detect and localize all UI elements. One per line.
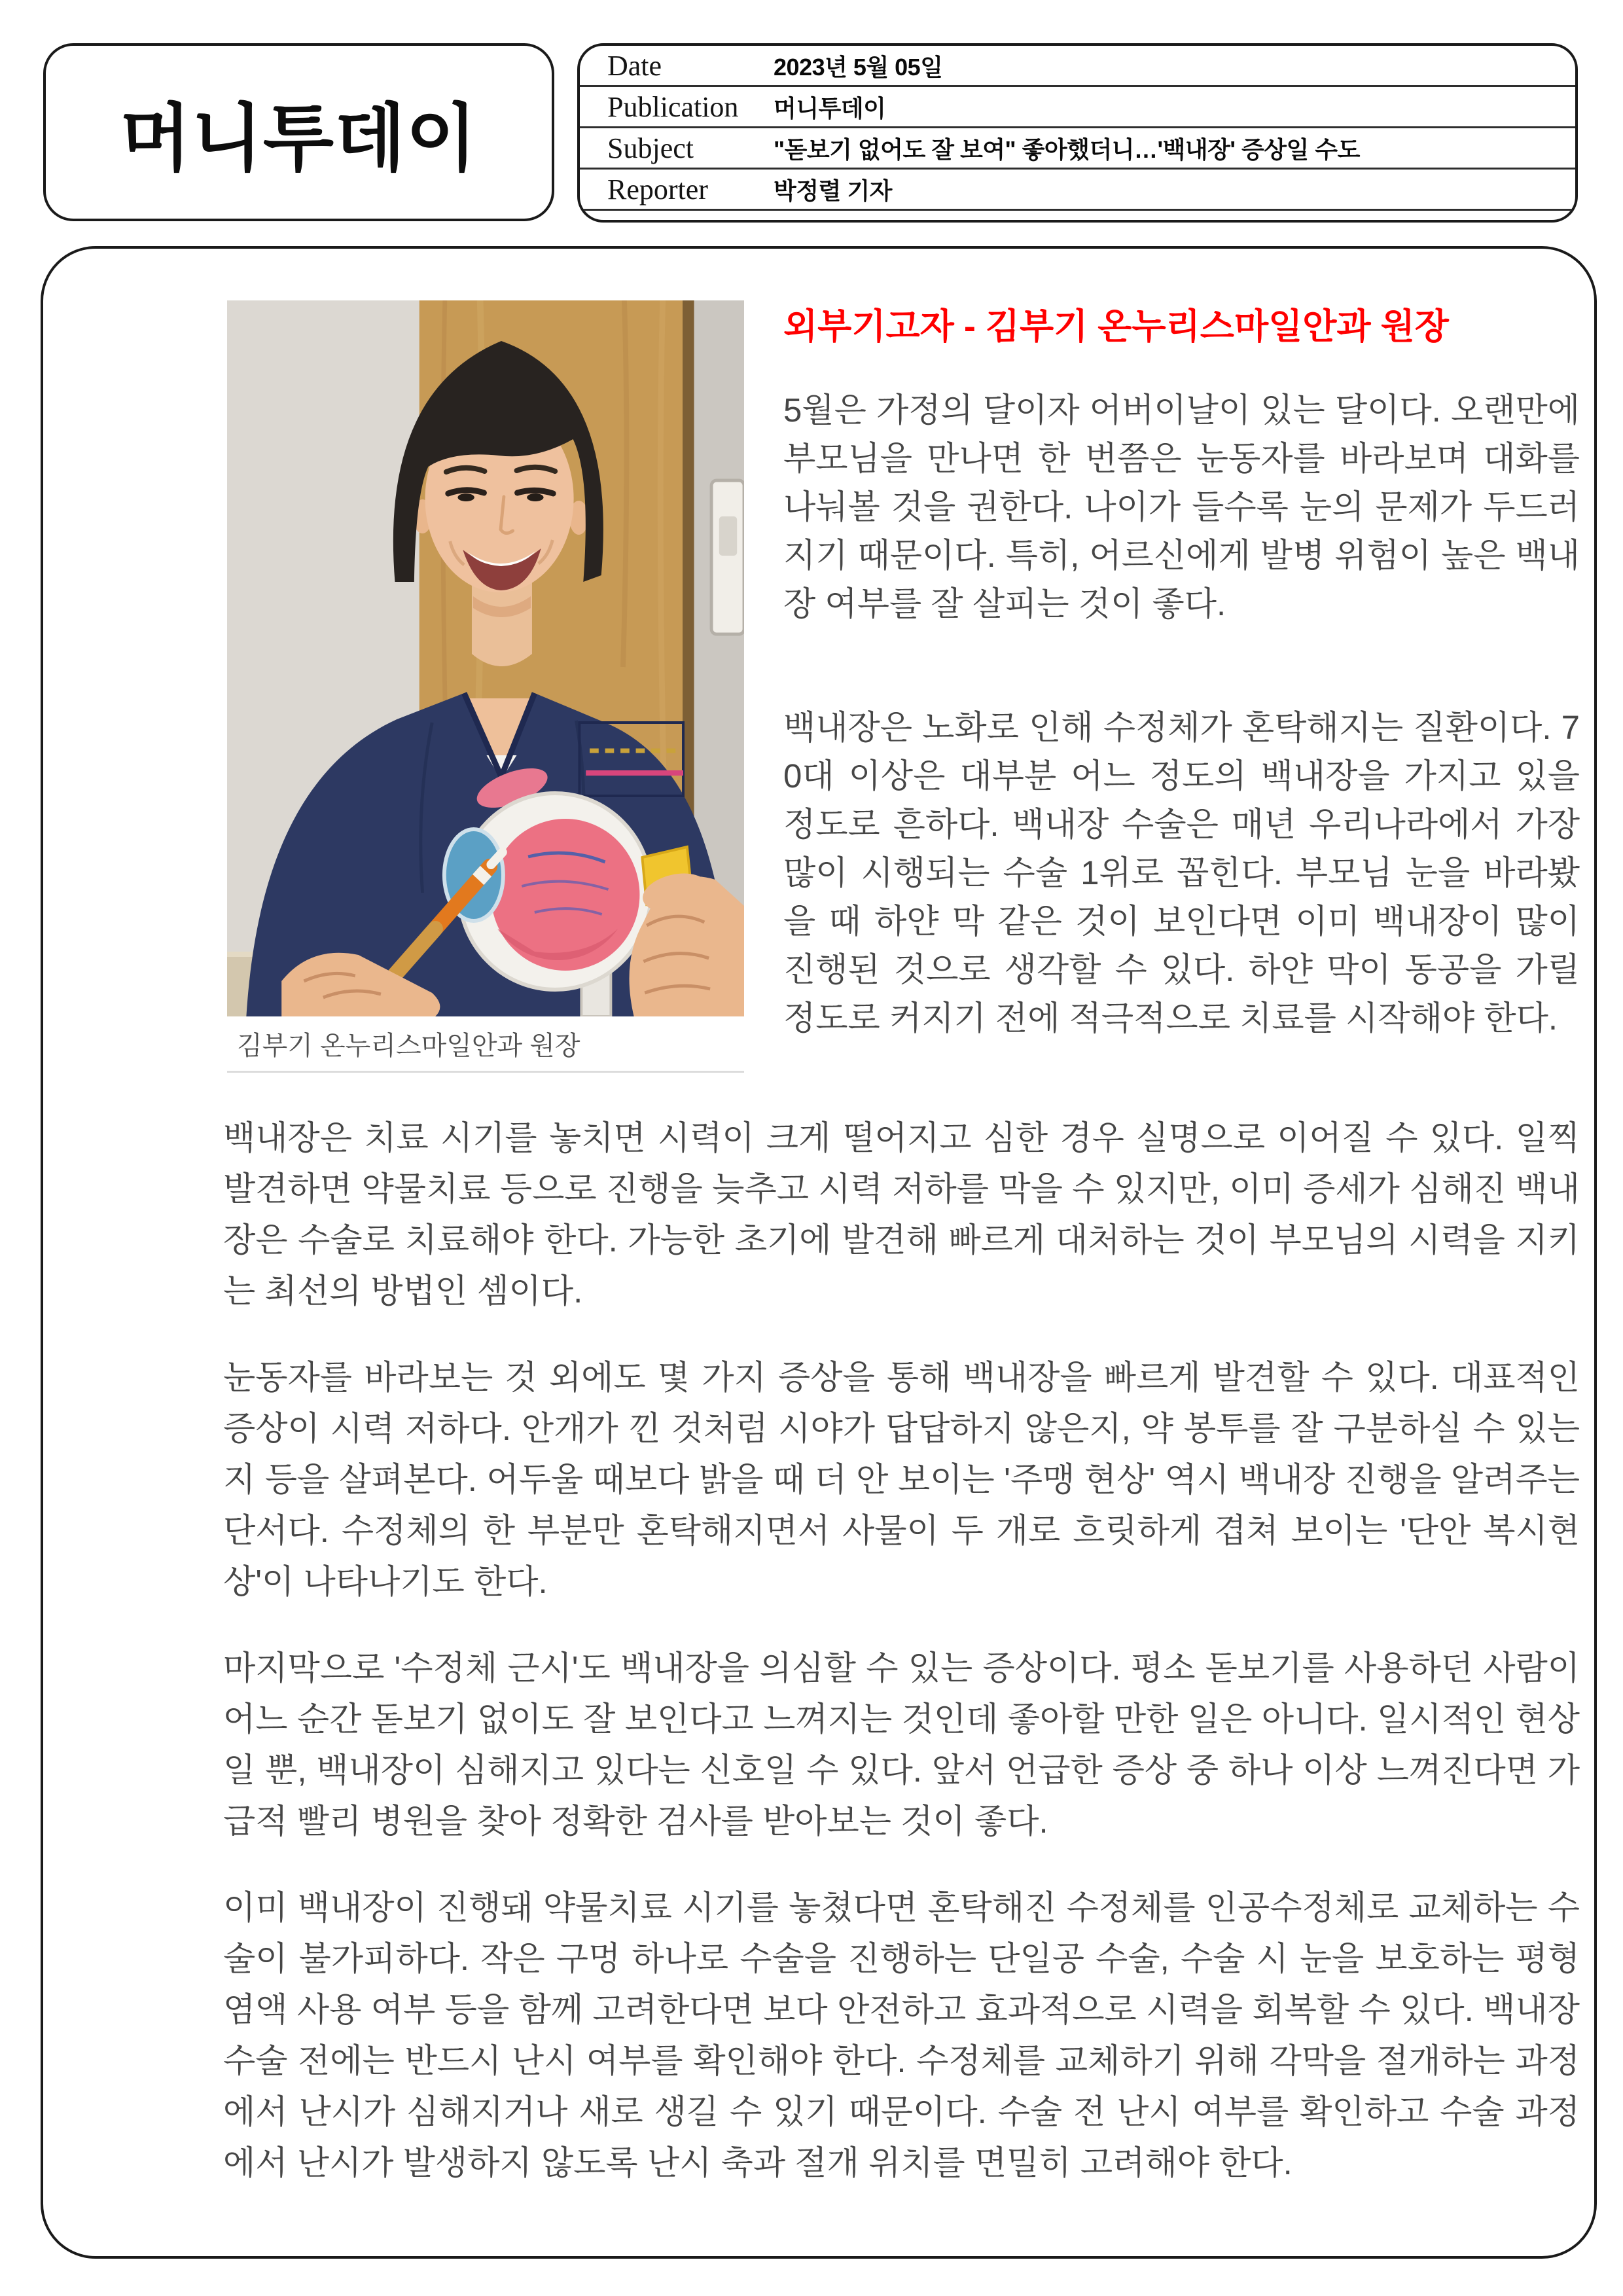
article-paragraph: 이미 백내장이 진행돼 약물치료 시기를 놓쳤다면 혼탁해진 수정체를 인공수정체로 교체하는 수술이 불가피하다. 작은 구멍 하나로 수술을 진행하는 단일공 수술, 수술 시 눈을 보호하는 평형염액 사용 여부 등을 함께 고려한다면 보다 안전하고 효과적으로 시력을 회복할 수 있다. 백내장 수술 전에는 반드시 난시 여부를 확인해야 한다. 수정체를 교체하기 위해 각막을 절개하는 과정에서 난시가 심해지거나 새로 생길 수 있기 때문이다. 수술 전 난시 여부를 확인하고 수술 과정에서 난시가 발생하지 않도록 난시 축과 절개 위치를 면밀히 고려해야 한다.: [223, 1889, 1580, 2181]
caption-divider: [227, 1071, 744, 1073]
article-full-text: [223, 1113, 1580, 2224]
article-paragraph: 눈동자를 바라보는 것 외에도 몇 가지 증상을 통해 백내장을 빠르게 발견할 수 있다. 대표적인 증상이 시력 저하다. 안개가 낀 것처럼 시야가 답답하지 않은지, 약 봉투를 잘 구분하실 수 있는지 등을 살펴본다. 어두울 때보다 밝을 때 더 안 보이는 '주맹 현상' 역시 백내장 진행을 알려주는 단서다. 수정체의 한 부분만 혼탁해지면서 사물이 두 개로 흐릿하게 겹쳐 보이는 '단안 복시현상'이 나타나기도 한다.: [223, 1359, 1580, 1600]
article-paragraph: 백내장은 치료 시기를 놓치면 시력이 크게 떨어지고 심한 경우 실명으로 이어질 수 있다. 일찍 발견하면 약물치료 등으로 진행을 늦추고 시력 저하를 막을 수 있지만, 이미 증세가 심해진 백내장은 수술로 치료해야 한다. 가능한 초기에 발견해 빠르게 대처하는 것이 부모님의 시력을 지키는 최선의 방법인 셈이다.: [223, 1119, 1580, 1310]
meta-value: 박정렬 기자: [774, 177, 892, 204]
publication-logo-box: [43, 43, 554, 221]
meta-row-subject: [580, 128, 1575, 170]
meta-value: 2023년 5월 05일: [774, 53, 943, 81]
meta-value: 머니투데이: [774, 94, 886, 122]
meta-label: Subject: [607, 132, 694, 164]
meta-value: "돋보기 없어도 잘 보여" 좋아했더니…'백내장' 증상일 수도: [774, 135, 1360, 163]
article-body-box: [41, 246, 1597, 2259]
meta-row-publication: [580, 87, 1575, 128]
meta-row-date: [580, 46, 1575, 87]
doctor-photo: [227, 300, 744, 1016]
article-paragraph: 5월은 가정의 달이자 어버이날이 있는 달이다. 오랜만에 부모님을 만나면 한 번쯤은 눈동자를 바라보며 대화를 나눠볼 것을 권한다. 나이가 들수록 눈의 문제가 두드러지기 때문이다. 특히, 어르신에게 발병 위험이 높은 백내장 여부를 잘 살피는 것이 좋다.: [783, 391, 1580, 622]
meta-row-reporter: [580, 170, 1575, 211]
photo-caption: 김부기 온누리스마일안과 원장: [237, 1031, 580, 1060]
meta-label: Date: [607, 49, 662, 82]
article-paragraph: 마지막으로 '수정체 근시'도 백내장을 의심할 수 있는 증상이다. 평소 돋보기를 사용하던 사람이 어느 순간 돋보기 없이도 잘 보인다고 느껴지는 것인데 좋아할 만한 일은 아니다. 일시적인 현상일 뿐, 백내장이 심해지고 있다는 신호일 수 있다. 앞서 언급한 증상 중 하나 이상 느껴진다면 가급적 빨리 병원을 찾아 정확한 검사를 받아보는 것이 좋다.: [223, 1649, 1580, 1840]
publication-logo-text: 머니투데이: [120, 97, 478, 179]
doctor-photo-illustration: [227, 300, 744, 1016]
article-byline: 외부기고자 - 김부기 온누리스마일안과 원장: [783, 307, 1449, 346]
article-meta-table: [577, 43, 1578, 223]
meta-label: Publication: [607, 90, 739, 123]
meta-label: Reporter: [607, 173, 708, 206]
article-paragraph: 백내장은 노화로 인해 수정체가 혼탁해지는 질환이다. 70대 이상은 대부분 어느 정도의 백내장을 가지고 있을 정도로 흔하다. 백내장 수술은 매년 우리나라에서 가장 많이 시행되는 수술 1위로 꼽힌다. 부모님 눈을 바라봤을 때 하얀 막 같은 것이 보인다면 이미 백내장이 많이 진행된 것으로 생각할 수 있다. 하얀 막이 동공을 가릴 정도로 커지기 전에 적극적으로 치료를 시작해야 한다.: [783, 709, 1580, 1037]
